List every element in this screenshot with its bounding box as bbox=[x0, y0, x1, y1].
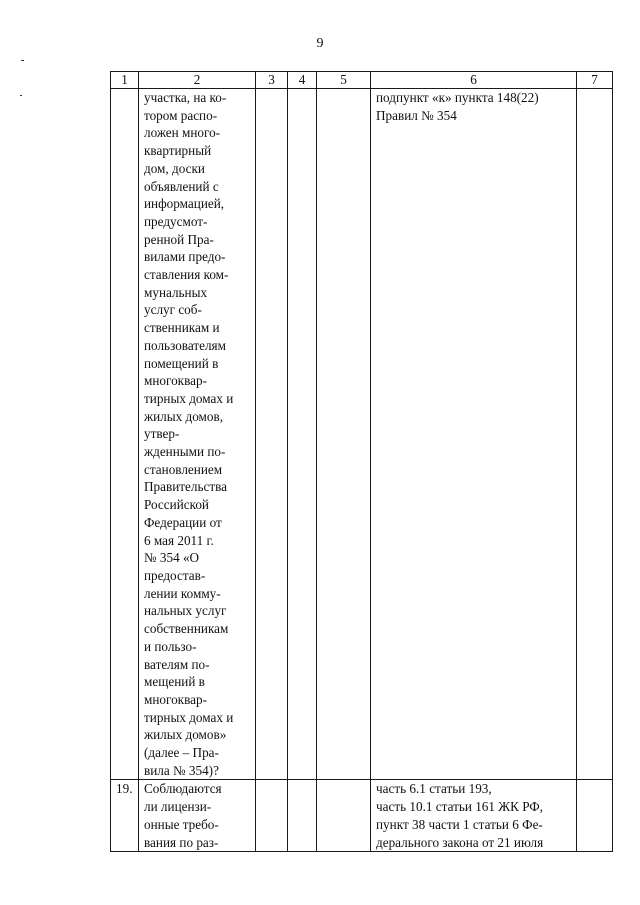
empty-cell bbox=[256, 780, 288, 852]
question-cell: Соблюдаются ли лицензи- онные требо- вания по раз- bbox=[139, 780, 256, 852]
column-header: 5 bbox=[317, 72, 371, 89]
empty-cell bbox=[577, 780, 613, 852]
table-header-row bbox=[111, 72, 613, 89]
empty-cell bbox=[288, 780, 317, 852]
page-number: 9 bbox=[316, 36, 324, 51]
legal-reference-cell: подпункт «к» пункта 148(22) Правил № 354 bbox=[371, 89, 577, 780]
row-number-cell bbox=[111, 89, 139, 780]
table-row bbox=[111, 780, 613, 852]
margin-mark-top bbox=[21, 60, 24, 61]
empty-cell bbox=[256, 89, 288, 780]
legal-reference-cell: часть 6.1 статьи 193, часть 10.1 статьи 161 ЖК РФ, пункт 38 части 1 статьи 6 Фе- дерального закона от 21 июля bbox=[371, 780, 577, 852]
column-header: 7 bbox=[577, 72, 613, 89]
column-header: 6 bbox=[371, 72, 577, 89]
column-header: 2 bbox=[139, 72, 256, 89]
column-header: 1 bbox=[111, 72, 139, 89]
empty-cell bbox=[317, 89, 371, 780]
document-table bbox=[110, 71, 613, 852]
empty-cell bbox=[577, 89, 613, 780]
column-header: 3 bbox=[256, 72, 288, 89]
empty-cell bbox=[317, 780, 371, 852]
empty-cell bbox=[288, 89, 317, 780]
table-row bbox=[111, 89, 613, 780]
column-header: 4 bbox=[288, 72, 317, 89]
row-number-cell: 19. bbox=[111, 780, 139, 852]
margin-mark-bottom bbox=[20, 95, 22, 96]
question-cell: участка, на ко- тором распо- ложен много- квартирный дом, доски объявлений с информацией, предусмот- ренной Пра- вилами предо- ставления ком- мунальных услуг соб- ственникам и пользователям помещений в многоквар- тирных домах и жилых домов, утвер- жденными по- становлением Правительства Российской Федерации от 6 мая 2011 г. № 354 «О предостав- лении комму- нальных услуг собственникам и пользо- вателям по- мещений в многоквар- тирных домах и жилых домов» (далее – Пра- вила № 354)? bbox=[139, 89, 256, 780]
